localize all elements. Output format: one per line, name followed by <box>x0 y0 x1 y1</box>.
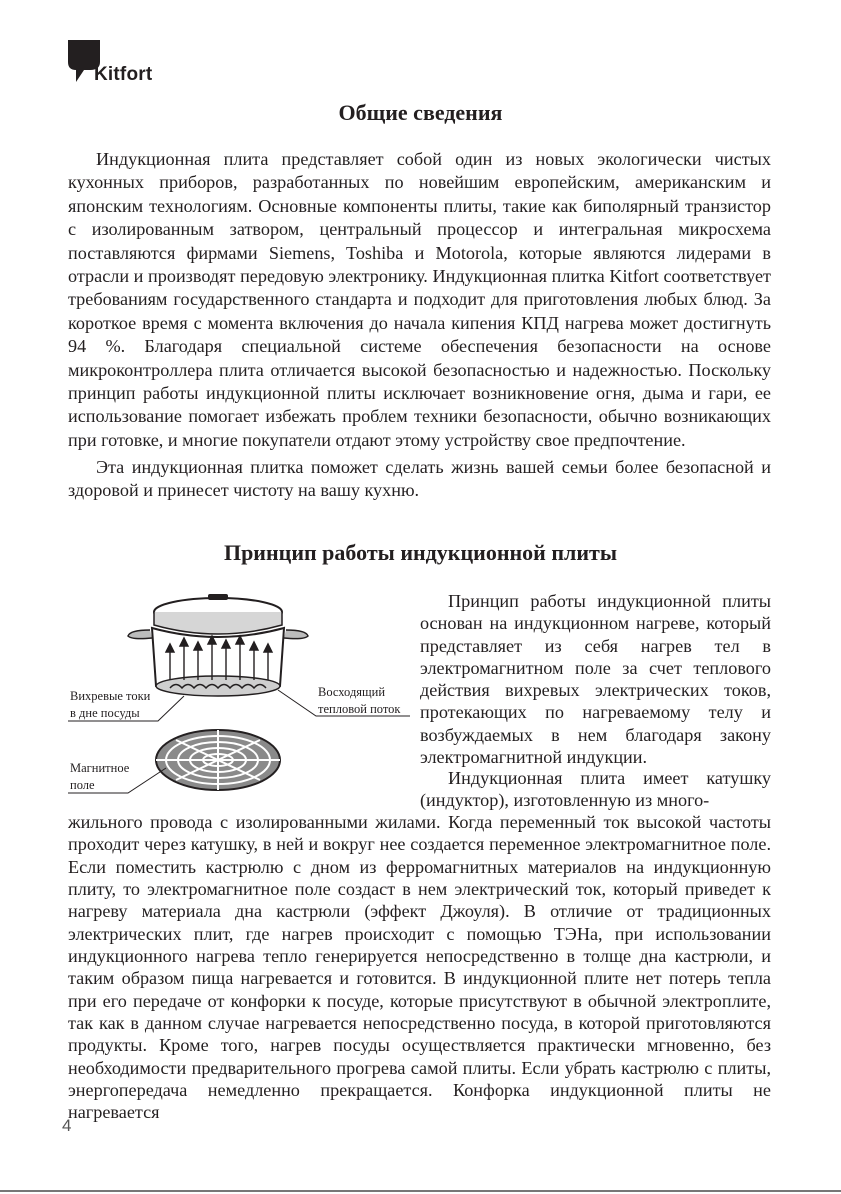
principle-paragraph-2-start: Индукционная плита имеет катушку (индуктор), изготовленную из много- <box>420 768 771 811</box>
section-title-general-info: Общие сведения <box>338 100 503 125</box>
page-number: 4 <box>62 1116 72 1135</box>
label-eddy-currents-line2: в дне посуды <box>70 706 140 720</box>
section-title-operating-principle: Принцип работы индукционной плиты <box>223 540 618 565</box>
label-heat-flow-line2: тепловой поток <box>318 702 401 716</box>
label-magnetic-field-line1: Магнитное <box>70 761 130 775</box>
principle-paragraph-1: Принцип работы индукционной плиты основан на индукционном нагреве, который представляет из себя нагрев тел в электромагнитном поле за счет теплового действия вихревых электрических токов, протекающих по нагреваемому телу и возбуждаемых в нем благодаря закону электромагнитной индукции. <box>420 591 771 768</box>
principle-paragraph-2-continued: жильного провода с изолированными жилами. Когда переменный ток высокой частоты проходит через катушку, в ней и вокруг нее создается переменное электромагнитное поле. Если поместить кастрюлю с дном из ферромагнитных материалов на индукционную плиту, то электромагнитное поле создаст в нем электрический ток, который приведет к нагреву материала дна кастрюли (эффект Джоуля). В отличие от традиционных электрических плит, где нагрев происходит с помощью ТЭНа, при использовании индукционного нагрева тепло генерируется непосредственно в толще дна кастрюли, и таким образом пища нагревается и готовится. В индукционной плите нет потерь тепла при его передаче от конфорки к посуде, которые присутствуют в обычной электроплите, так как в данном случае нагревается непосредственно посуда, в которой приготовляются продукты. Кроме того, нагрев посуды осуществляется практически мгновенно, без необходимости предварительного прогрева самой плиты. Если убрать кастрюлю с плиты, энергопередача немедленно прекращается. Конфорка индукционной плиты не нагревается <box>68 812 771 1123</box>
label-eddy-currents-line1: Вихревые токи <box>70 689 151 703</box>
induction-diagram <box>66 588 416 803</box>
kitfort-logo <box>68 40 168 88</box>
kitfort-logo-text: Kitfort <box>94 64 153 85</box>
general-info-paragraph-1: Индукционная плита представляет собой один из новых экологически чистых кухонных приборов, разработанных по новейшим европейским, американским и японским технологиям. Основные компоненты плиты, такие как биполярный транзистор с изолированным затвором, центральный процессор и интегральная микросхема поставляются фирмами Siemens, Toshiba и Motorola, которые являются лидерами в отрасли и производят передовую электронику. Индукционная плитка Kitfort соответствует требованиям государственного стандарта и подходит для приготовления любых блюд. За короткое время с момента включения до начала кипения КПД нагрева может достигнуть 94 %. Благодаря специальной системе обеспечения безопасности на основе микроконтроллера плита отличается высокой безопасностью и надежностью. Поскольку принцип работы индукционной плиты исключает возникновение огня, дыма и гари, ее использование помогает избежать проблем техники безопасности, обычно возникающих при готовке, и многие покупатели отдают этому устройству свое предпочтение. <box>68 149 771 450</box>
label-heat-flow-line1: Восходящий <box>318 685 386 699</box>
label-magnetic-field-line2: поле <box>70 778 95 792</box>
page-bottom-rule <box>0 1190 841 1192</box>
general-info-paragraph-2: Эта индукционная плитка поможет сделать жизнь вашей семьи более безопасной и здоровой и принесет чистоту на вашу кухню. <box>68 457 771 501</box>
